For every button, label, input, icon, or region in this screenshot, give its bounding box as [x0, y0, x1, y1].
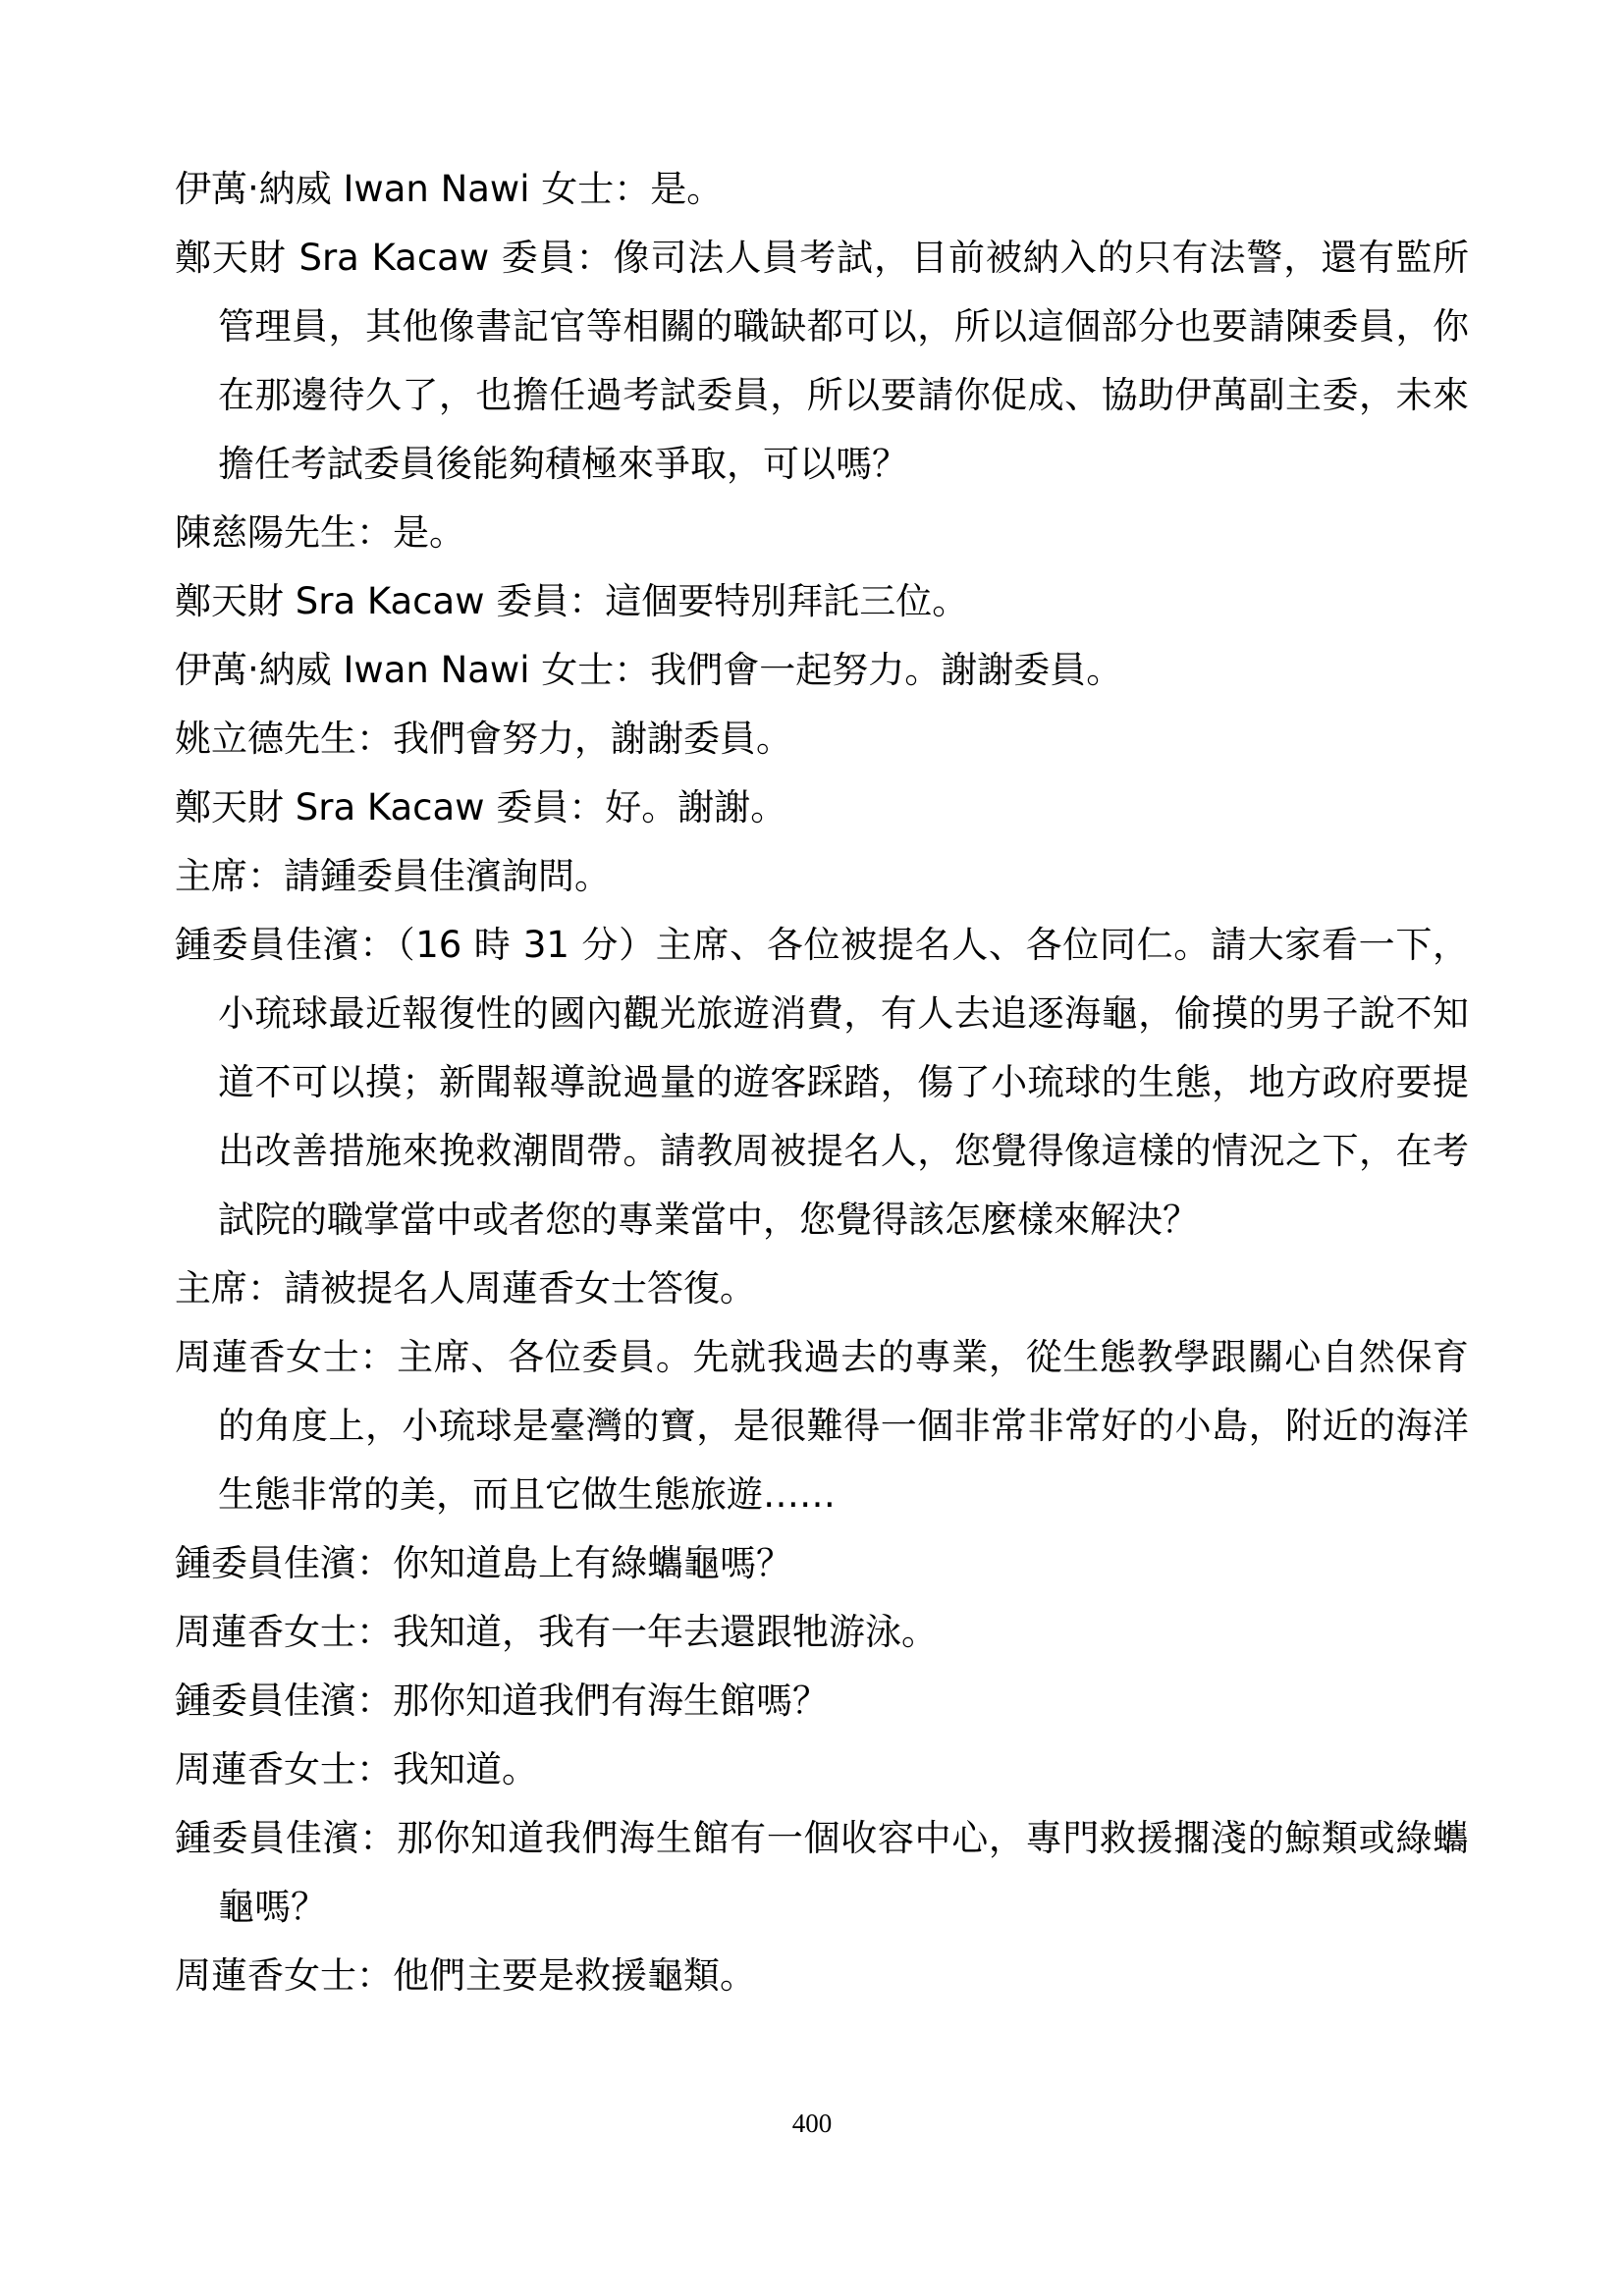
transcript-entry: [175, 842, 1469, 911]
transcript-entry: [175, 911, 1469, 1255]
speaker-separator: ：: [575, 237, 614, 279]
transcript-entry: [175, 567, 1469, 636]
transcript-entry: [175, 1942, 1469, 2010]
speaker-separator: ：: [247, 855, 284, 897]
speaker-name: 周蓮香女士: [175, 1954, 356, 1997]
utterance-text: 請被提名人周蓮香女士答復。: [284, 1267, 756, 1309]
speaker-separator: ：: [359, 924, 398, 966]
speaker-separator: ：: [356, 1954, 393, 1997]
transcript-entry: [175, 1255, 1469, 1323]
speaker-separator: ：: [356, 718, 393, 760]
transcript-entry: [175, 1598, 1469, 1667]
utterance-text: 那你知道我們有海生館嗎？: [393, 1680, 829, 1722]
utterance-text: 是。: [393, 511, 465, 554]
speaker-separator: ：: [356, 1542, 393, 1584]
speaker-name: 鍾委員佳濱: [175, 1542, 356, 1584]
utterance-text: 我知道，我有一年去還跟牠游泳。: [393, 1611, 938, 1653]
speaker-name: 周蓮香女士: [175, 1336, 360, 1378]
speaker-name: 陳慈陽先生: [175, 511, 356, 554]
transcript-entry: [175, 1735, 1469, 1804]
transcript-entry: [175, 1529, 1469, 1598]
speaker-name: 伊萬‧納威 Iwan Nawi 女士: [175, 168, 615, 210]
utterance-text: 我知道。: [393, 1748, 538, 1790]
utterance-text: 他們主要是救援龜類。: [393, 1954, 756, 1997]
utterance-text: 這個要特別拜託三位。: [605, 580, 969, 622]
speaker-name: 主席: [175, 855, 247, 897]
speaker-separator: ：: [247, 1267, 284, 1309]
page-number: 400: [791, 2109, 833, 2138]
speaker-name: 鍾委員佳濱: [175, 1817, 360, 1859]
utterance-text: 像司法人員考試，目前被納入的只有法警，還有監所管理員，其他像書記官等相關的職缺都可以，所以這個部分也要請陳委員，你在那邊待久了，也擔任過考試委員，所以要請你促成、協助伊萬副主委，未來擔任考試委員後能夠積極來爭取，可以嗎？: [218, 237, 1470, 485]
transcript-body: [175, 155, 1469, 2010]
speaker-separator: ：: [359, 1817, 398, 1859]
speaker-separator: ：: [356, 511, 393, 554]
speaker-separator: ：: [568, 786, 606, 828]
transcript-entry: [175, 1804, 1469, 1942]
utterance-text: 你知道島上有綠蠵龜嗎？: [393, 1542, 792, 1584]
speaker-name: 鍾委員佳濱: [175, 924, 360, 966]
speaker-name: 伊萬‧納威 Iwan Nawi 女士: [175, 649, 615, 691]
utterance-text: 我們會努力，謝謝委員。: [393, 718, 792, 760]
speaker-name: 鄭天財 Sra Kacaw 委員: [175, 237, 576, 279]
speaker-name: 周蓮香女士: [175, 1748, 356, 1790]
speaker-separator: ：: [356, 1748, 393, 1790]
speaker-separator: ：: [359, 1336, 398, 1378]
speaker-separator: ：: [614, 168, 651, 210]
transcript-entry: [175, 155, 1469, 224]
utterance-text: 我們會一起努力。謝謝委員。: [650, 649, 1123, 691]
speaker-name: 姚立德先生: [175, 718, 356, 760]
transcript-entry: [175, 1323, 1469, 1529]
transcript-entry: [175, 705, 1469, 774]
transcript-entry: [175, 1667, 1469, 1735]
speaker-separator: ：: [356, 1680, 393, 1722]
utterance-text: 請鍾委員佳濱詢問。: [284, 855, 611, 897]
transcript-entry: [175, 499, 1469, 567]
utterance-text: （16 時 31 分）主席、各位被提名人、各位同仁。請大家看一下，小琉球最近報復性的國內觀光旅遊消費，有人去追逐海龜，偷摸的男子說不知道不可以摸；新聞報導說過量的遊客踩踏，傷了小琉球的生態，地方政府要提出改善措施來挽救潮間帶。請教周被提名人，您覺得像這樣的情況之下，在考試院的職掌當中或者您的專業當中，您覺得該怎麼樣來解決？: [218, 924, 1470, 1241]
speaker-name: 周蓮香女士: [175, 1611, 356, 1653]
speaker-name: 鍾委員佳濱: [175, 1680, 356, 1722]
utterance-text: 好。謝謝。: [605, 786, 787, 828]
utterance-text: 是。: [650, 168, 724, 210]
transcript-entry: [175, 636, 1469, 705]
transcript-entry: [175, 774, 1469, 842]
speaker-name: 主席: [175, 1267, 247, 1309]
speaker-separator: ：: [356, 1611, 393, 1653]
transcript-entry: [175, 224, 1469, 499]
speaker-separator: ：: [614, 649, 651, 691]
utterance-text: 主席、各位委員。先就我過去的專業，從生態教學跟關心自然保育的角度上，小琉球是臺灣的寶，是很難得一個非常非常好的小島，附近的海洋生態非常的美，而且它做生態旅遊……: [218, 1336, 1470, 1516]
speaker-name: 鄭天財 Sra Kacaw 委員: [175, 580, 569, 622]
speaker-separator: ：: [568, 580, 606, 622]
speaker-name: 鄭天財 Sra Kacaw 委員: [175, 786, 569, 828]
utterance-text: 那你知道我們海生館有一個收容中心，專門救援擱淺的鯨類或綠蠵龜嗎？: [218, 1817, 1470, 1928]
